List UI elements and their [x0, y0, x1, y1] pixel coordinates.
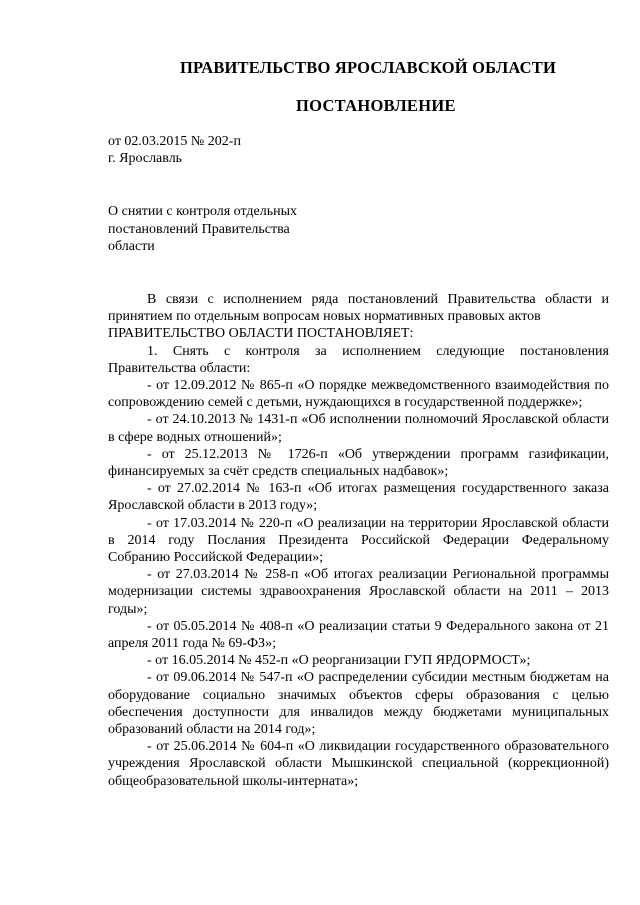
- date-number: от 02.03.2015 № 202-п: [108, 134, 241, 149]
- subject-line: области: [108, 239, 155, 254]
- list-item: - от 24.10.2013 № 1431-п «Об исполнении полномочий Ярославской области в сфере водных отношений»;: [108, 412, 609, 445]
- document-type-heading: ПОСТАНОВЛЕНИЕ: [296, 96, 456, 115]
- list-item: - от 05.05.2014 № 408-п «О реализации статьи 9 Федерального закона от 21 апреля 2011 года № 69-ФЗ»;: [108, 618, 609, 652]
- resolves-line: ПРАВИТЕЛЬСТВО ОБЛАСТИ ПОСТАНОВЛЯЕТ:: [108, 326, 414, 342]
- list-item: - от 25.12.2013 № 1726-п «Об утверждении программ газификации, финансируемых за счёт средств специальных надбавок»;: [108, 446, 609, 480]
- list-item: - от 27.03.2014 № 258-п «Об итогах реализации Региональной программы модернизации системы здравоохранения Ярославской области на 2011 – 2013 годы»;: [108, 567, 609, 617]
- organization-heading: ПРАВИТЕЛЬСТВО ЯРОСЛАВСКОЙ ОБЛАСТИ: [180, 58, 557, 77]
- document-body: [108, 291, 609, 790]
- item-paragraph: 1. Снять с контроля за исполнением следующие постановления Правительства области:: [108, 343, 609, 376]
- list-item: - от 25.06.2014 № 604-п «О ликвидации государственного образовательного учреждения Ярославской области Мышкинской специальной (коррекционной) общеобразовательной школы-интерната»;: [108, 739, 609, 789]
- subject-line: О снятии с контроля отдельных: [108, 204, 298, 219]
- document-subject: [108, 203, 338, 256]
- list-item: - от 09.06.2014 № 547-п «О распределении субсидии местным бюджетам на оборудование социально значимых объектов сферы образования с целью обеспечения доступности для инвалидов между бюджетами муниципальных образований области на 2014 год»;: [108, 670, 609, 738]
- list-item: - от 27.02.2014 № 163-п «Об итогах размещения государственного заказа Ярославской области в 2013 году»;: [108, 481, 609, 514]
- city: г. Ярославль: [108, 151, 183, 166]
- list-item: - от 17.03.2014 № 220-п «О реализации на территории Ярославской области в 2014 году Послания Президента Российской Федерации Федеральному Собранию Российской Федерации»;: [108, 515, 609, 566]
- list-item: - от 16.05.2014 № 452-п «О реорганизации ГУП ЯРДОРМОСТ»;: [147, 653, 531, 669]
- list-item: - от 12.09.2012 № 865-п «О порядке межведомственного взаимодействия по сопровождению семей с детьми, нуждающихся в государственной поддержке»;: [108, 378, 609, 411]
- preamble-paragraph: В связи с исполнением ряда постановлений Правительства области и принятием по отдельным вопросам новых нормативных правовых актов: [108, 292, 609, 325]
- subject-line: постановлений Правительства: [108, 221, 290, 237]
